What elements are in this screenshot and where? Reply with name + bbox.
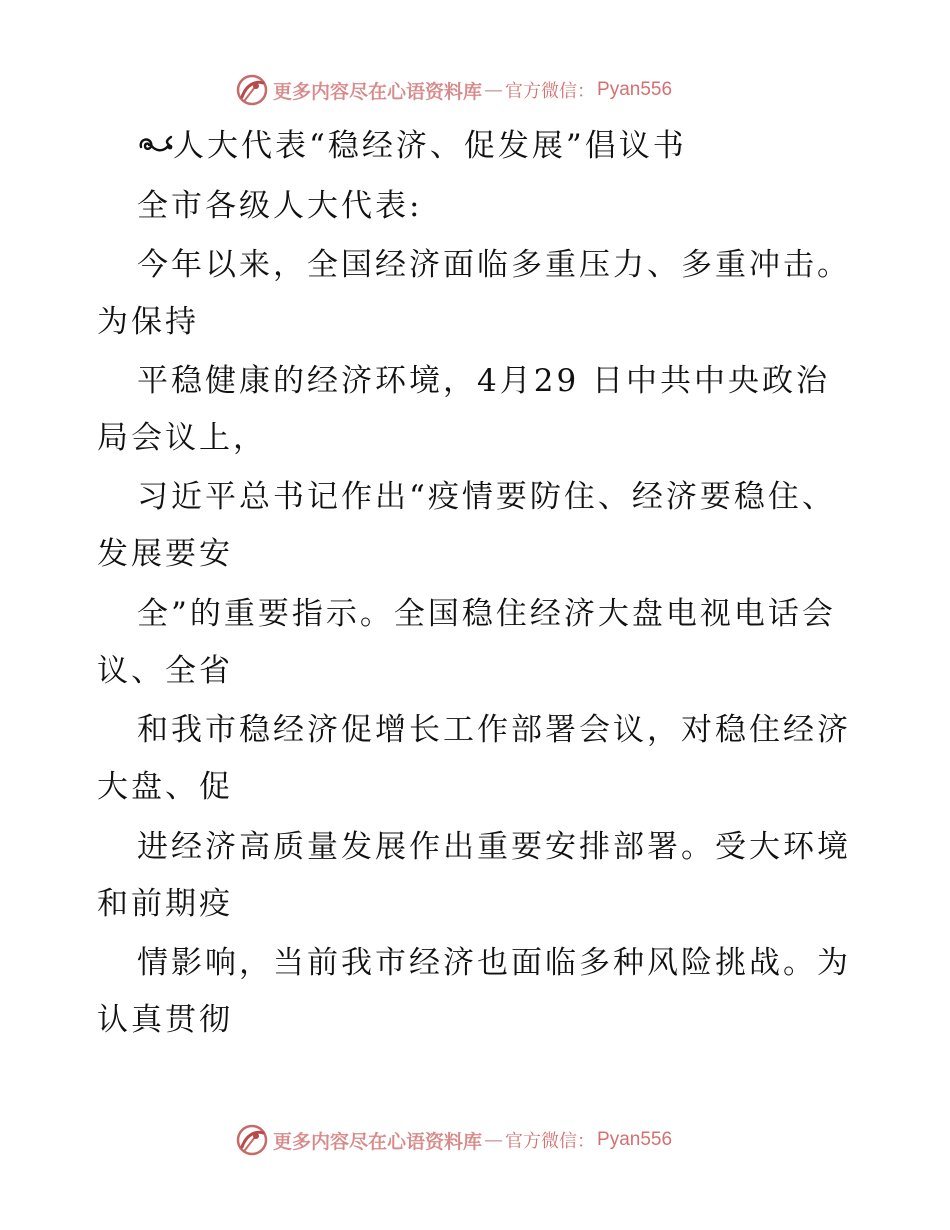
body-line: 全”的重要指示。全国稳住经济大盘电视电话会: [137, 596, 836, 632]
body-line: 和我市稳经济促增长工作部署会议，对稳住经济: [137, 712, 851, 748]
body-line: 平稳健康的经济环境，4月29 日中共中央政治: [137, 363, 831, 399]
salutation: 全市各级人大代表:: [137, 188, 423, 224]
body-line: 为保持: [97, 304, 199, 340]
body-line: 发展要安: [97, 536, 233, 572]
wechat-id: Pyan556: [597, 79, 673, 100]
watermark-separator: —: [484, 79, 504, 101]
watermark-text: 更多内容尽在心语资料库: [273, 1130, 483, 1153]
watermark-separator: —: [484, 1129, 504, 1151]
body-line: 认真贯彻: [97, 1002, 233, 1038]
body-line: 和前期疫: [97, 886, 233, 922]
brand-logo-icon: [235, 1123, 269, 1157]
body-line: 今年以来，全国经济面临多重压力、多重冲击。: [137, 247, 851, 283]
wechat-label: 官方微信：: [505, 1131, 596, 1152]
document-title: [137, 126, 687, 166]
body-line: 进经济高质量发展作出重要安排部署。受大环境: [137, 829, 851, 865]
body-line: 议、全省: [97, 653, 233, 689]
header-watermark: [235, 72, 672, 108]
brand-logo-icon: [235, 73, 269, 107]
title-text: 人大代表“稳经济、促发展”倡议书: [173, 128, 687, 164]
body-line: 大盘、促: [97, 769, 233, 805]
watermark-text: 更多内容尽在心语资料库: [273, 80, 483, 103]
wechat-id: Pyan556: [597, 1129, 673, 1150]
body-line: 情影响，当前我市经济也面临多种风险挑战。为: [137, 945, 851, 981]
decorative-swirl-icon: [137, 129, 173, 157]
wechat-label: 官方微信：: [505, 81, 596, 102]
body-line: 习近平总书记作出“疫情要防住、经济要稳住、: [137, 479, 836, 515]
body-line: 局会议上，: [97, 420, 267, 456]
footer-watermark: [235, 1122, 672, 1158]
